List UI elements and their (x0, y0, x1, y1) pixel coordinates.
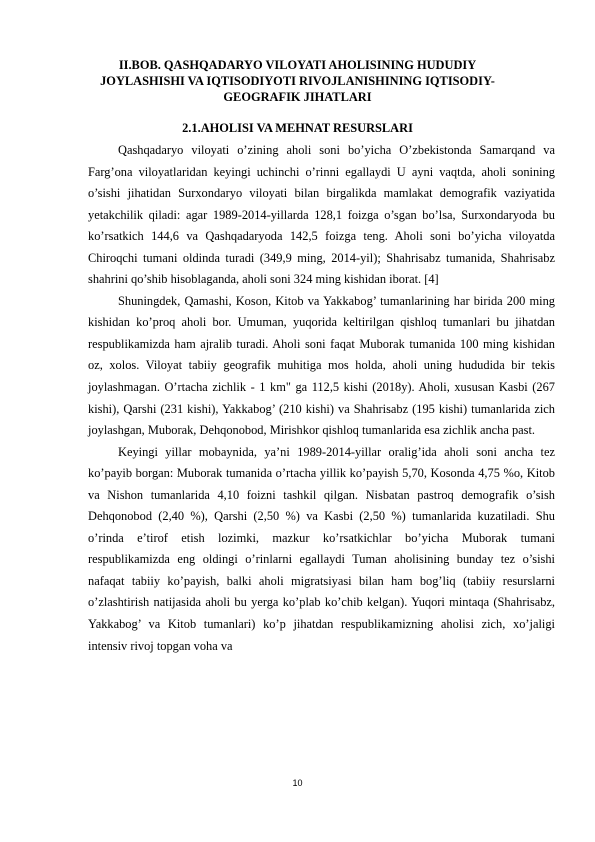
section-title: 2.1.AHOLISI VA MEHNAT RESURSLARI (182, 121, 413, 135)
chapter-title-line-3: GEOGRAFIK JIHATLARI (223, 90, 372, 104)
chapter-title-line-1: II.BOB. QASHQADARYO VILOYATI AHOLISINING HUDUDIY (118, 58, 477, 72)
page-number: 10 (292, 778, 303, 788)
paragraph-2: Shuningdek, Qamashi, Koson, Kitob va Yakkabog’ tumanlarining har birida 200 ming kishidan ko’proq aholi bor. Umuman, yuqorida keltirilgan qishloq tumanlari bu jihatdan respublikamizda ham ajralib turadi. Aholi soni faqat Muborak tumanida 100 ming kishidan oz, xolos. Viloyat tabiiy geografik muhitiga mos holda, aholi uning hududida bir tekis joylashmagan. O’rtacha zichlik - 1 km" ga 112,5 kishi (2018y). Aholi, xususan Kasbi (267 kishi), Qarshi (231 kishi), Yakkabog’ (210 kishi) va Shahrisabz (195 kishi) tumanlarida zich joylashgan, Muborak, Dehqonobod, Mirishkor qishloq tumanlarida esa zichlik ancha past. (88, 293, 555, 438)
paragraph-1: Qashqadaryo viloyati o’zining aholi soni bo’yicha O’zbekistonda Samarqand va Farg’ona viloyatlaridan keyingi uchinchi o’rinni egallaydi U ayni vaqtda, aholi sonining o’sishi jihatidan Surxondaryo viloyati bilan birgalikda mamlakat demografik vaziyatida yetakchilik qiladi: agar 1989-2014-yillarda 128,1 foizga o’sgan bo’lsa, Surxondaryoda bu ko’rsatkich 144,6 va Qashqadaryoda 142,5 foizga teng. Aholi soni bo’yicha viloyatda Chiroqchi tumani oldinda turadi (349,9 ming, 2014-yil); Shahrisabz tumanida, Shahrisabz shahrini qo’shib hisoblaganda, aholi soni 324 ming kishidan iborat. [4] (88, 143, 555, 287)
body-text (88, 140, 555, 657)
chapter-title (60, 57, 535, 105)
paragraph-3: Keyingi yillar mobaynida, ya’ni 1989-2014-yillar oralig’ida aholi soni ancha tez ko’payib borgan: Muborak tumanida o’rtacha yillik ko’payish 5,70, Kosonda 4,75 %o, Kitob va Nishon tumanlarida 4,10 foizni tashkil qilgan. Nisbatan pastroq demografik o’sish Dehqonobod (2,40 %), Qarshi (2,50 %) va Kasbi (2,50 %) tumanlarida kuzatiladi. Shu o’rinda e’tirof etish lozimki, mazkur ko’rsatkichlar bo’yicha Muborak tumani respublikamizda eng oldingi o’rinlarni egallaydi Tuman aholisining bunday tez o’sishi nafaqat tabiiy ko’payish, balki aholi migratsiyasi bilan ham bog’liq (tabiiy resurslarni o’zlashtirish natijasida aholi bu yerga ko’plab ko’chib kelgan). Yuqori mintaqa (Shahrisabz, Yakkabog’ va Kitob tumanlari) ko’p jihatdan respublikamizning aholisi zich, xo’jaligi intensiv rivoj topgan voha va (88, 444, 555, 653)
chapter-title-line-2: JOYLASHISHI VA IQTISODIYOTI RIVOJLANISHINING IQTISODIY- (100, 74, 495, 88)
